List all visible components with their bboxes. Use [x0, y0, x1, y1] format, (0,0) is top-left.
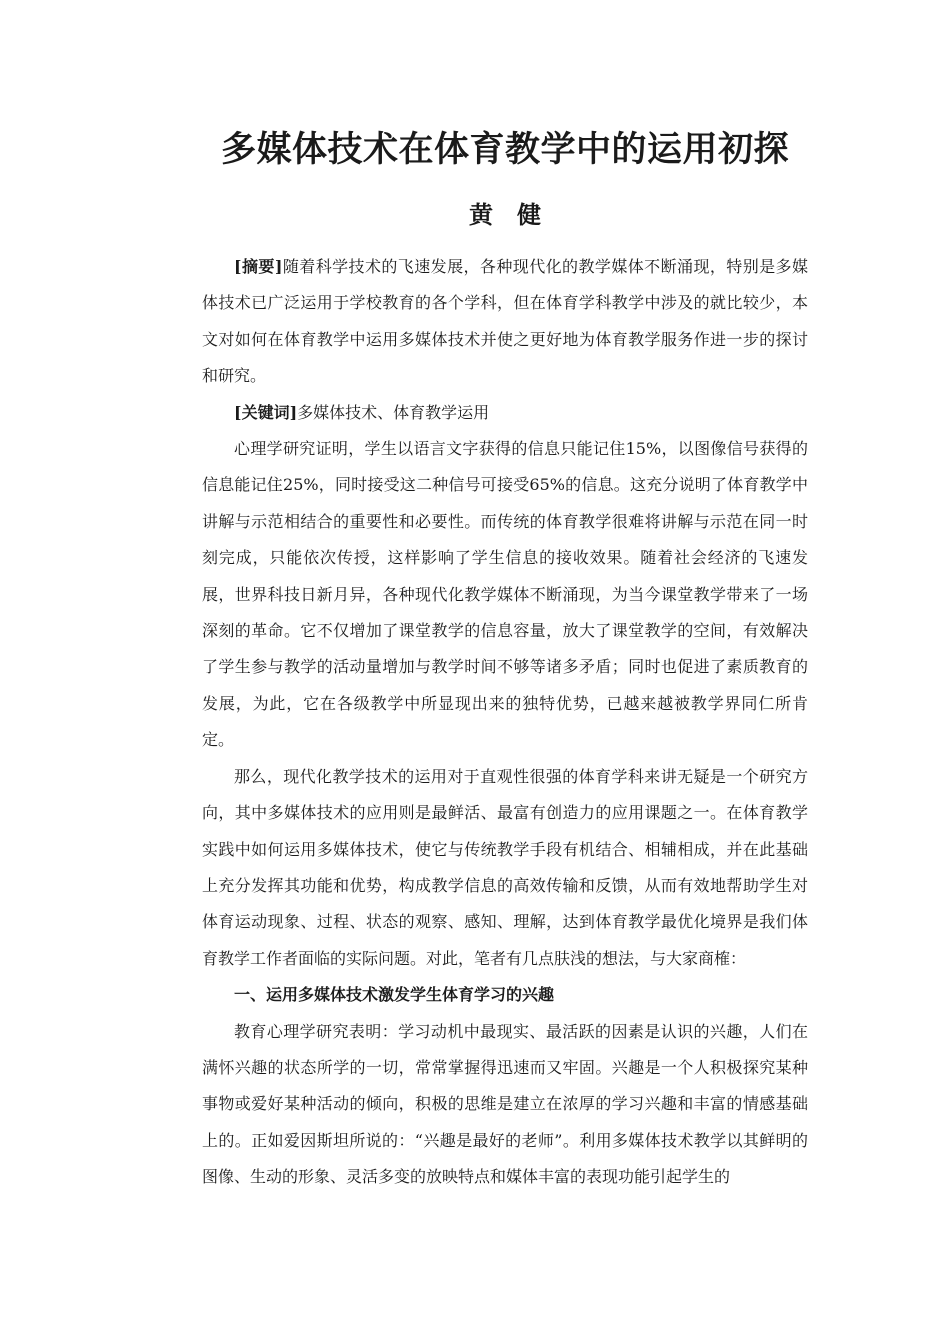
section-heading: 一、运用多媒体技术激发学生体育学习的兴趣: [234, 985, 555, 1005]
body-paragraph: 那么，现代化教学技术的运用对于直观性很强的体育学科来讲无疑是一个研究方向，其中多媒体技术的应用则是最鲜活、最富有创造力的应用课题之一。在体育教学实践中如何运用多媒体技术，使它与传统教学手段有机结合、相辅相成，并在此基础上充分发挥其功能和优势，构成教学信息的高效传输和反馈，从而有效地帮助学生对体育运动现象、过程、状态的观察、感知、理解，达到体育教学最优化境界是我们体育教学工作者面临的实际问题。对此，笔者有几点肤浅的想法，与大家商榷：: [202, 766, 808, 968]
abstract-text: 随着科学技术的飞速发展，各种现代化的教学媒体不断涌现，特别是多媒体技术已广泛运用于学校教育的各个学科，但在体育学科教学中涉及的就比较少，本文对如何在体育教学中运用多媒体技术并使之更好地为体育教学服务作进一步的探讨和研究。: [202, 257, 808, 386]
body-paragraph: 心理学研究证明，学生以语言文字获得的信息只能记住15%，以图像信号获得的信息能记住25%，同时接受这二种信号可接受65%的信息。这充分说明了体育教学中讲解与示范相结合的重要性和必要性。而传统的体育教学很难将讲解与示范在同一时刻完成，只能依次传授，这样影响了学生信息的接收效果。随着社会经济的飞速发展，世界科技日新月异，各种现代化教学媒体不断涌现，为当今课堂教学带来了一场深刻的革命。它不仅增加了课堂教学的信息容量，放大了课堂教学的空间，有效解决了学生参与教学的活动量增加与教学时间不够等诸多矛盾；同时也促进了素质教育的发展，为此，它在各级教学中所显现出来的独特优势，已越来越被教学界同仁所肯定。: [202, 439, 808, 750]
document-author: 黄 健: [469, 201, 541, 229]
abstract-label: [摘要]: [234, 257, 283, 276]
document-title: 多媒体技术在体育教学中的运用初探: [220, 130, 789, 170]
keywords-label: [关键词]: [234, 402, 298, 422]
section-paragraph: 教育心理学研究表明：学习动机中最现实、最活跃的因素是认识的兴趣，人们在满怀兴趣的状态所学的一切，常常掌握得迅速而又牢固。兴趣是一个人积极探究某种事物或爱好某种活动的倾向，积极的思维是建立在浓厚的学习兴趣和丰富的情感基础上的。正如爱因斯坦所说的：“兴趣是最好的老师”。利用多媒体技术教学以其鲜明的图像、生动的形象、灵活多变的放映特点和媒体丰富的表现功能引起学生的: [202, 1021, 808, 1187]
keywords-text: 多媒体技术、体育教学运用: [297, 402, 490, 422]
document-body: [202, 249, 808, 1196]
abstract-paragraph: [202, 249, 808, 395]
keywords-paragraph: [202, 395, 808, 431]
